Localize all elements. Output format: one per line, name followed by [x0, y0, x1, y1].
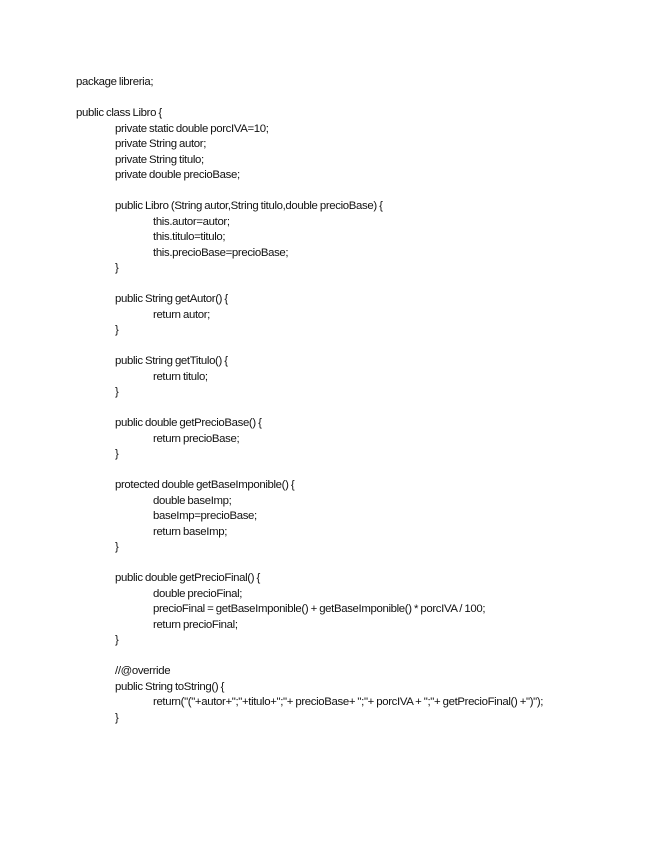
- code-line: this.titulo=titulo;: [153, 231, 226, 243]
- code-line: }: [115, 262, 119, 274]
- code-line: protected double getBaseImponible() {: [115, 479, 295, 491]
- code-line: }: [115, 634, 119, 646]
- code-line: }: [115, 324, 119, 336]
- code-line: }: [115, 386, 119, 398]
- code-line: //@override: [115, 665, 171, 677]
- code-line: package libreria;: [76, 76, 154, 88]
- code-line: this.autor=autor;: [153, 215, 230, 228]
- java-source-code: [76, 75, 636, 726]
- blank-line: [76, 339, 636, 355]
- code-line: precioFinal = getBaseImponible() + getBaseImponible() * porcIVA / 100;: [153, 603, 486, 615]
- code-line: public double getPrecioFinal() {: [115, 572, 260, 584]
- code-line: double precioFinal;: [153, 587, 243, 600]
- blank-line: [76, 91, 636, 107]
- blank-line: [76, 649, 636, 665]
- blank-line: [76, 184, 636, 200]
- blank-line: [76, 401, 636, 417]
- code-line: public Libro (String autor,String titulo,double precioBase) {: [115, 200, 383, 212]
- code-line: }: [115, 541, 119, 553]
- code-line: return baseImp;: [153, 525, 228, 538]
- code-line: public String getTitulo() {: [115, 355, 228, 367]
- code-line: public String getAutor() {: [115, 293, 228, 305]
- blank-line: [76, 277, 636, 293]
- code-line: double baseImp;: [153, 494, 232, 507]
- code-line: private String autor;: [115, 138, 207, 150]
- blank-line: [76, 463, 636, 479]
- code-line: return autor;: [153, 308, 210, 321]
- code-line: public String toString() {: [115, 680, 225, 693]
- code-line: return titulo;: [153, 370, 208, 383]
- code-line: }: [115, 711, 119, 724]
- code-line: public class Libro {: [76, 107, 162, 119]
- code-line: private static double porcIVA=10;: [115, 122, 269, 135]
- code-line: public double getPrecioBase() {: [115, 417, 262, 429]
- code-line: private double precioBase;: [115, 169, 240, 181]
- blank-line: [76, 556, 636, 572]
- code-line: private String titulo;: [115, 153, 204, 166]
- code-line: this.precioBase=precioBase;: [153, 246, 289, 259]
- code-line: return precioBase;: [153, 432, 240, 445]
- code-line: return precioFinal;: [153, 618, 238, 631]
- code-line: }: [115, 448, 119, 460]
- code-line: baseImp=precioBase;: [153, 510, 257, 522]
- code-line: return("("+autor+";"+titulo+";"+ precioBase+ ";"+ porcIVA + ";"+ getPrecioFinal() +")");: [153, 696, 544, 708]
